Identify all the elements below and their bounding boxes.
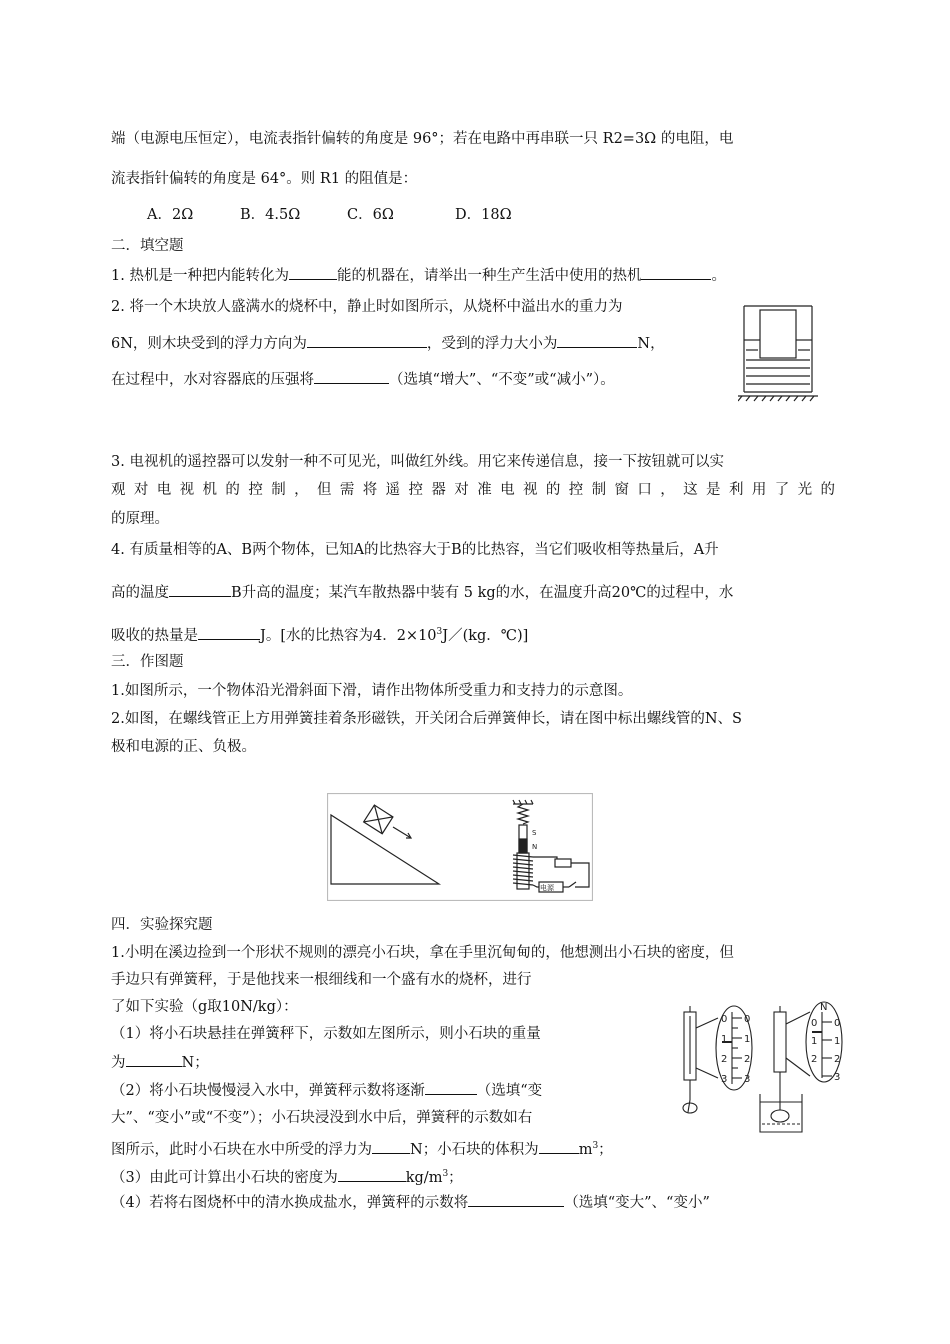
fill-q2-text: （选填“增大”、“不变”或“减小”）。 [389, 372, 615, 388]
incline-triangle [331, 815, 439, 884]
answer-blank[interactable] [314, 369, 389, 384]
draw-heading: 三．作图题 [111, 654, 184, 670]
exp-line-3: 了如下实验（g取10N/kg）： [111, 999, 298, 1015]
option-c: C．6Ω [347, 207, 394, 223]
fill-q2-text: 6N，则木块受到的浮力方向为 [111, 336, 307, 352]
option-a: A．2Ω [147, 207, 194, 223]
fill-q3-line-1: 3. 电视机的遥控器可以发射一种不可见光，叫做红外线。用它来传递信息，接一下按钮就可以实 [111, 454, 724, 470]
exp-text: （2）将小石块慢慢浸入水中，弹簧秤示数将逐渐 [111, 1083, 425, 1099]
option-b: B．4.5Ω [240, 207, 301, 223]
fill-q4-text: 吸收的热量是 [111, 627, 198, 644]
switch [569, 882, 576, 887]
fill-q2-line-1: 2. 将一个木块放人盛满水的烧杯中，静止时如图所示，从烧杯中溢出水的重力为 [111, 299, 623, 315]
exp-text: （3）由此可计算出小石块的密度为 [111, 1169, 338, 1186]
spring-balance-figure [672, 998, 852, 1138]
scale-label: 2 [721, 1054, 728, 1065]
beaker-block-figure [738, 302, 818, 404]
draw-q2-line-2: 极和电源的正、负极。 [111, 739, 256, 755]
exp-text: （4）若将右图烧杯中的清水换成盐水，弹簧秤的示数将 [111, 1195, 469, 1211]
answer-blank[interactable] [372, 1139, 410, 1154]
answer-blank[interactable] [468, 1192, 564, 1207]
exp-text: kg/m [405, 1169, 443, 1186]
fill-q3-line-2: 观对电视机的控制，但需将遥控器对准电视的控制窗口，这是利用了光的 [111, 482, 835, 498]
fill-q4-text: B升高的温度；某汽车散热器中装有 5 kg的水，在温度升高20℃的过程中，水 [231, 585, 734, 601]
fill-q2-line-2 [111, 333, 665, 354]
exp-p3 [111, 1164, 463, 1188]
exp-p2-line-3 [111, 1136, 613, 1160]
exp-text: ； [598, 1141, 613, 1158]
fill-q2-text: ，受到的浮力大小为 [426, 336, 558, 352]
fill-q4-text: J。[水的比热容为4．2×10 [260, 627, 437, 644]
fill-q1-text-b: 能的机器在，请举出一种生产生活中使用的热机 [336, 268, 642, 284]
exp-text: N； [181, 1055, 209, 1071]
exp-p1-line-1: （1）将小石块悬挂在弹簧秤下，示数如左图所示，则小石块的重量 [111, 1026, 541, 1042]
answer-blank[interactable] [289, 265, 337, 280]
mc-line-2: 流表指针偏转的角度是 64°。则 R1 的阻值是： [111, 171, 418, 187]
superscript: 3 [442, 1169, 449, 1179]
answer-blank[interactable] [126, 1052, 182, 1067]
scale-label: 3 [721, 1074, 728, 1085]
scale-label: 0 [811, 1018, 818, 1029]
draw-q2-line-1: 2.如图，在螺线管正上方用弹簧挂着条形磁铁，开关闭合后弹簧伸长，请在图中标出螺线管的N、S [111, 711, 742, 727]
power-label: 电源 [540, 884, 554, 892]
exp-heading: 四．实验探究题 [111, 917, 213, 933]
mc-line-1: 端（电源电压恒定），电流表指针偏转的角度是 96°；若在电路中再串联一只 R2=3Ω 的电阻，电 [111, 131, 734, 147]
scale-label: 1 [811, 1036, 818, 1047]
fill-q1-text-c: 。 [711, 268, 726, 284]
exp-text: 为 [111, 1055, 126, 1071]
fill-q3-line-3: 的原理。 [111, 511, 169, 527]
draw-q1: 1.如图所示，一个物体沿光滑斜面下滑，请作出物体所受重力和支持力的示意图。 [111, 683, 633, 699]
magnet-n-label: N [532, 843, 538, 851]
exp-text: N；小石块的体积为 [410, 1141, 539, 1158]
exp-text: ； [448, 1169, 463, 1186]
answer-blank[interactable] [338, 1167, 406, 1182]
magnet-s-label: S [532, 829, 537, 837]
exp-p2-line-1 [111, 1080, 542, 1101]
exp-text: m [578, 1141, 593, 1158]
scale-label: 2 [834, 1054, 841, 1065]
fill-q1-text-a: 1. 热机是一种把内能转化为 [111, 268, 289, 284]
fill-q4-line-1: 4. 有质量相等的A、B两个物体，已知A的比热容大于B的比热容，当它们吸收相等热量后，A升 [111, 542, 719, 558]
fill-q4-line-2 [111, 582, 733, 603]
stone-left [683, 1103, 697, 1113]
answer-blank[interactable] [169, 582, 231, 597]
exp-text: （选填“变 [476, 1083, 543, 1099]
exp-p2-line-2: 大”、“变小”或“不变”）；小石块浸没到水中后，弹簧秤的示数如右 [111, 1110, 533, 1126]
exp-text: 图所示，此时小石块在水中所受的浮力为 [111, 1141, 372, 1158]
answer-blank[interactable] [557, 333, 637, 348]
fill-q2-line-3 [111, 369, 615, 390]
fill-q1 [111, 265, 726, 286]
option-d: D．18Ω [455, 207, 512, 223]
answer-blank[interactable] [641, 265, 711, 280]
fill-q4-text: 高的温度 [111, 585, 169, 601]
fill-q4-text: J／(kg．℃)] [442, 627, 529, 644]
scale-label: 2 [811, 1054, 818, 1065]
scale-label: 0 [744, 1014, 751, 1025]
exp-p1-line-2 [111, 1052, 209, 1073]
mc-options [147, 205, 512, 225]
fill-q4-line-3 [111, 622, 528, 646]
fill-heading: 二．填空题 [111, 238, 184, 254]
resistor [555, 859, 571, 867]
scale-label: 3 [744, 1074, 751, 1085]
scale-label: 3 [834, 1072, 841, 1083]
motion-arrow [393, 827, 411, 838]
right-spring-balance [774, 1012, 786, 1072]
scale-label: 0 [721, 1014, 728, 1025]
exp-line-1: 1.小明在溪边捡到一个形状不规则的漂亮小石块，拿在手里沉甸甸的，他想测出小石块的密度，但 [111, 945, 734, 961]
stone-right [771, 1110, 789, 1122]
scale-label: 0 [834, 1018, 841, 1029]
answer-blank[interactable] [425, 1080, 477, 1095]
exp-line-2: 手边只有弹簧秤，于是他找来一根细线和一个盛有水的烧杯，进行 [111, 972, 532, 988]
exp-p4 [111, 1192, 710, 1213]
spring [518, 804, 528, 824]
superscript: 3 [436, 627, 443, 637]
answer-blank[interactable] [307, 333, 427, 348]
answer-blank[interactable] [539, 1139, 579, 1154]
exp-text: （选填“变大”、“变小” [564, 1195, 710, 1211]
scale-label: 1 [744, 1034, 751, 1045]
fill-q2-text: 在过程中，水对容器底的压强将 [111, 372, 314, 388]
scale-label: 1 [834, 1036, 841, 1047]
superscript: 3 [592, 1141, 599, 1151]
scale-label: 2 [744, 1054, 751, 1065]
scale-label: 1 [721, 1034, 728, 1045]
incline-solenoid-figure [327, 793, 593, 901]
answer-blank[interactable] [198, 625, 260, 640]
scale-unit-label: N [820, 1002, 828, 1013]
fill-q2-text: N， [637, 336, 665, 352]
sliding-block [364, 805, 393, 834]
